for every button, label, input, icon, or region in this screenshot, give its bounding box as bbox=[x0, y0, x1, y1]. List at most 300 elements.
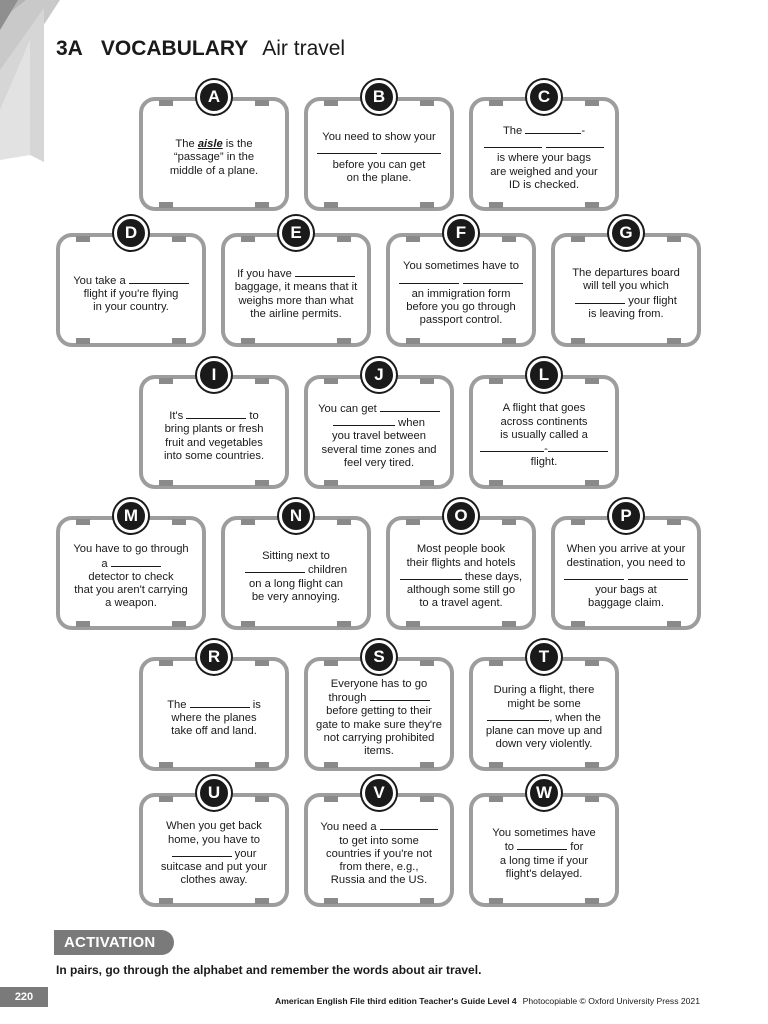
card-tab bbox=[255, 660, 269, 666]
card-letter-badge: T bbox=[527, 640, 561, 674]
sentence-line bbox=[561, 267, 691, 280]
card-sentence bbox=[561, 253, 691, 335]
footer-copyright: Photocopiable © Oxford University Press 2021 bbox=[522, 996, 700, 1006]
sentence-line bbox=[149, 165, 279, 178]
sentence-text: During a flight, there bbox=[493, 684, 595, 697]
sentence-line bbox=[479, 868, 609, 881]
sentence-line bbox=[231, 295, 361, 308]
sentence-line bbox=[396, 570, 526, 584]
sentence-line bbox=[66, 274, 196, 288]
card-tab bbox=[241, 519, 255, 525]
sentence-text: Most people book bbox=[416, 543, 506, 556]
answer-blank[interactable] bbox=[546, 138, 604, 148]
sentence-line bbox=[149, 151, 279, 164]
sentence-line bbox=[149, 712, 279, 725]
card-tab bbox=[172, 621, 186, 627]
sentence-line bbox=[314, 444, 444, 457]
card-tab bbox=[571, 338, 585, 344]
card-tab bbox=[76, 621, 90, 627]
sentence-text: The bbox=[502, 124, 526, 137]
card-tab bbox=[502, 236, 516, 242]
card-tab bbox=[324, 898, 338, 904]
sentence-line bbox=[561, 280, 691, 293]
sentence-text: Everyone has to go bbox=[330, 677, 428, 690]
answer-blank[interactable] bbox=[380, 402, 440, 412]
card-tab bbox=[324, 202, 338, 208]
sentence-text: to get into some bbox=[339, 834, 419, 847]
card-tab bbox=[667, 519, 681, 525]
answer-blank[interactable] bbox=[400, 570, 462, 580]
card-tab bbox=[255, 100, 269, 106]
sentence-line bbox=[479, 855, 609, 868]
sentence-text: is bbox=[249, 698, 261, 711]
answer-blank[interactable] bbox=[487, 711, 549, 721]
card-tab bbox=[585, 480, 599, 486]
card-letter-badge: J bbox=[362, 358, 396, 392]
sentence-line bbox=[479, 698, 609, 711]
sentence-text: is usually called a bbox=[500, 428, 588, 441]
card-tab bbox=[406, 338, 420, 344]
sentence-line bbox=[479, 840, 609, 854]
sentence-line bbox=[314, 732, 444, 745]
answer-blank[interactable] bbox=[628, 570, 688, 580]
answer-blank[interactable] bbox=[575, 294, 625, 304]
card-letter-badge: V bbox=[362, 776, 396, 810]
sentence-line bbox=[561, 584, 691, 597]
card-sentence bbox=[479, 117, 609, 199]
card-tab bbox=[255, 480, 269, 486]
sentence-text: an immigration form bbox=[411, 287, 511, 300]
page-title bbox=[56, 36, 345, 62]
sentence-text: When you arrive at your bbox=[566, 543, 686, 556]
sentence-text: a bbox=[101, 557, 111, 570]
card-tab bbox=[667, 338, 681, 344]
sentence-line bbox=[314, 402, 444, 416]
sentence-line bbox=[561, 570, 691, 584]
card-letter-badge: R bbox=[197, 640, 231, 674]
card-tab bbox=[585, 378, 599, 384]
sentence-line bbox=[66, 288, 196, 301]
sentence-line bbox=[149, 437, 279, 450]
card-letter-badge: P bbox=[609, 499, 643, 533]
card-sentence bbox=[314, 677, 444, 759]
card-tab bbox=[489, 378, 503, 384]
sentence-line bbox=[149, 725, 279, 738]
sentence-line bbox=[66, 543, 196, 556]
vocab-card-r bbox=[139, 647, 289, 771]
card-sentence bbox=[149, 813, 279, 895]
card-tab bbox=[489, 202, 503, 208]
sentence-text: are weighed and your bbox=[490, 165, 598, 178]
answer-blank[interactable] bbox=[245, 563, 305, 573]
vocab-card-v bbox=[304, 783, 454, 907]
sentence-line bbox=[396, 301, 526, 314]
sentence-line bbox=[396, 274, 526, 288]
sentence-text: Sitting next to bbox=[262, 550, 330, 563]
sentence-line bbox=[479, 684, 609, 697]
sentence-text: You take a bbox=[73, 274, 129, 287]
card-letter-badge: M bbox=[114, 499, 148, 533]
card-tab bbox=[76, 338, 90, 344]
sentence-text: suitcase and put your bbox=[160, 861, 268, 874]
card-tab bbox=[420, 480, 434, 486]
sentence-text: It's bbox=[169, 410, 187, 423]
sentence-text: When you get back bbox=[166, 820, 262, 833]
vocab-card-e bbox=[221, 223, 371, 347]
card-tab bbox=[571, 519, 585, 525]
vocab-card-o bbox=[386, 506, 536, 630]
sentence-text: is the bbox=[222, 138, 253, 151]
answer-blank[interactable] bbox=[186, 409, 246, 419]
sentence-line bbox=[479, 442, 609, 456]
card-letter-badge: N bbox=[279, 499, 313, 533]
sentence-text: You can get bbox=[318, 402, 380, 415]
sentence-line bbox=[561, 543, 691, 556]
vocab-card-t bbox=[469, 647, 619, 771]
vocab-card-m bbox=[56, 506, 206, 630]
sentence-line bbox=[231, 281, 361, 294]
sentence-line bbox=[231, 267, 361, 281]
card-tab bbox=[585, 796, 599, 802]
sentence-text: weighs more than what bbox=[238, 294, 354, 307]
sentence-line bbox=[231, 591, 361, 604]
sentence-line bbox=[479, 416, 609, 429]
sentence-line bbox=[479, 429, 609, 442]
vocab-card-u bbox=[139, 783, 289, 907]
sentence-line bbox=[561, 557, 691, 570]
sentence-text: although some still go bbox=[406, 584, 516, 597]
card-tab bbox=[337, 621, 351, 627]
sentence-line bbox=[396, 288, 526, 301]
card-tab bbox=[585, 660, 599, 666]
answer-blank[interactable] bbox=[480, 442, 544, 452]
sentence-text: that you aren't carrying bbox=[74, 584, 188, 597]
sentence-line bbox=[149, 820, 279, 833]
card-tab bbox=[337, 519, 351, 525]
sentence-line bbox=[479, 725, 609, 738]
sentence-text: items. bbox=[364, 744, 394, 757]
sentence-line bbox=[479, 711, 609, 725]
sentence-line bbox=[396, 557, 526, 570]
answer-blank[interactable] bbox=[517, 840, 567, 850]
sentence-text: take off and land. bbox=[171, 725, 257, 738]
sentence-text: The bbox=[175, 138, 198, 151]
sentence-line bbox=[314, 705, 444, 718]
card-tab bbox=[324, 100, 338, 106]
sentence-text: several time zones and bbox=[321, 443, 437, 456]
sentence-text: where the planes bbox=[171, 711, 257, 724]
sentence-text: You sometimes have to bbox=[403, 260, 519, 273]
answer-blank[interactable] bbox=[380, 820, 438, 830]
answer-blank[interactable] bbox=[381, 144, 441, 154]
sentence-text: - bbox=[581, 124, 586, 137]
card-sentence bbox=[231, 253, 361, 335]
card-tab bbox=[667, 236, 681, 242]
sentence-line bbox=[149, 423, 279, 436]
sentence-text: your bags at bbox=[595, 584, 657, 597]
sentence-text: , when the bbox=[549, 711, 601, 724]
card-letter-badge: L bbox=[527, 358, 561, 392]
card-tab bbox=[159, 660, 173, 666]
sentence-text: - bbox=[544, 443, 548, 456]
vocab-card-i bbox=[139, 365, 289, 489]
sentence-text: when bbox=[395, 417, 425, 430]
card-sentence bbox=[561, 536, 691, 618]
sentence-text: If you have bbox=[237, 268, 295, 281]
card-tab bbox=[571, 236, 585, 242]
card-tab bbox=[502, 621, 516, 627]
answer-blank[interactable] bbox=[484, 138, 542, 148]
card-sentence bbox=[396, 253, 526, 335]
card-tab bbox=[571, 621, 585, 627]
card-tab bbox=[420, 762, 434, 768]
sentence-text: Russia and the US. bbox=[330, 874, 428, 887]
sentence-line bbox=[479, 456, 609, 469]
sentence-text: be very annoying. bbox=[251, 590, 341, 603]
card-tab bbox=[241, 621, 255, 627]
sentence-line bbox=[231, 563, 361, 577]
sentence-text: The departures board bbox=[572, 267, 680, 280]
answer-blank[interactable] bbox=[564, 570, 624, 580]
sentence-line bbox=[314, 719, 444, 732]
sentence-text: from there, e.g., bbox=[339, 861, 419, 874]
activation-instruction: In pairs, go through the alphabet and remember the words about air travel. bbox=[56, 963, 482, 977]
corner-fan-decoration bbox=[0, 0, 70, 170]
card-sentence bbox=[149, 117, 279, 199]
sentence-text: You need to show your bbox=[322, 131, 436, 144]
card-tab bbox=[420, 660, 434, 666]
sentence-text: bring plants or fresh bbox=[164, 423, 264, 436]
sentence-line bbox=[479, 152, 609, 165]
sentence-text: You sometimes have bbox=[492, 827, 596, 840]
card-sentence bbox=[314, 395, 444, 477]
card-tab bbox=[489, 480, 503, 486]
card-tab bbox=[172, 519, 186, 525]
sentence-text: children bbox=[304, 564, 348, 577]
card-letter-badge: W bbox=[527, 776, 561, 810]
sentence-text: the airline permits. bbox=[250, 307, 342, 320]
card-tab bbox=[241, 236, 255, 242]
sentence-line bbox=[314, 416, 444, 430]
sentence-text: plane can move up and bbox=[485, 725, 603, 738]
sentence-text: down very violently. bbox=[495, 738, 593, 751]
sentence-line bbox=[561, 597, 691, 610]
sentence-text: before you go through bbox=[406, 301, 516, 314]
sentence-line bbox=[314, 131, 444, 144]
sentence-line bbox=[396, 260, 526, 273]
card-tab bbox=[324, 480, 338, 486]
card-tab bbox=[159, 796, 173, 802]
card-tab bbox=[406, 519, 420, 525]
sentence-line bbox=[149, 409, 279, 423]
card-tab bbox=[255, 202, 269, 208]
card-sentence bbox=[479, 813, 609, 895]
sentence-text: is leaving from. bbox=[588, 307, 664, 320]
card-tab bbox=[255, 378, 269, 384]
answer-blank[interactable] bbox=[525, 124, 581, 134]
card-letter-badge: O bbox=[444, 499, 478, 533]
sentence-line bbox=[314, 745, 444, 758]
sentence-text: destination, you need to bbox=[566, 556, 686, 569]
sentence-line bbox=[479, 166, 609, 179]
card-tab bbox=[420, 202, 434, 208]
card-letter-badge: A bbox=[197, 80, 231, 114]
vocab-card-f bbox=[386, 223, 536, 347]
answer-blank[interactable] bbox=[111, 557, 161, 567]
sentence-line bbox=[314, 172, 444, 185]
sentence-line bbox=[314, 861, 444, 874]
card-tab bbox=[172, 338, 186, 344]
sentence-line bbox=[314, 457, 444, 470]
sentence-text: on a long flight can bbox=[249, 577, 343, 590]
answer-blank[interactable] bbox=[172, 847, 232, 857]
card-tab bbox=[406, 621, 420, 627]
vocab-card-p bbox=[551, 506, 701, 630]
card-sentence bbox=[396, 536, 526, 618]
sentence-text: you travel between bbox=[332, 430, 426, 443]
sentence-line bbox=[66, 571, 196, 584]
card-letter-badge: C bbox=[527, 80, 561, 114]
sentence-text: fruit and vegetables bbox=[165, 436, 263, 449]
sentence-text: on the plane. bbox=[346, 171, 412, 184]
sentence-text: You need a bbox=[320, 821, 380, 834]
answer-blank[interactable] bbox=[190, 698, 250, 708]
sentence-text: not carrying prohibited bbox=[323, 731, 435, 744]
card-tab bbox=[172, 236, 186, 242]
sentence-text: The bbox=[167, 698, 190, 711]
sentence-line bbox=[66, 597, 196, 610]
vocab-card-b bbox=[304, 87, 454, 211]
card-tab bbox=[159, 202, 173, 208]
vocab-card-l bbox=[469, 365, 619, 489]
sentence-text: passport control. bbox=[419, 314, 503, 327]
card-tab bbox=[420, 796, 434, 802]
answer-blank[interactable] bbox=[317, 144, 377, 154]
card-letter-badge: D bbox=[114, 216, 148, 250]
card-sentence bbox=[314, 117, 444, 199]
sentence-text: to a travel agent. bbox=[419, 597, 503, 610]
card-tab bbox=[420, 100, 434, 106]
sentence-text: flight. bbox=[530, 456, 558, 469]
sentence-text: flight's delayed. bbox=[505, 867, 583, 880]
sentence-line bbox=[314, 144, 444, 158]
sentence-line bbox=[231, 550, 361, 563]
sentence-text: into some countries. bbox=[163, 449, 265, 462]
sentence-line bbox=[149, 138, 279, 151]
card-tab bbox=[420, 898, 434, 904]
answer-blank[interactable] bbox=[129, 274, 189, 284]
sentence-line bbox=[561, 294, 691, 308]
sentence-text: for bbox=[567, 841, 584, 854]
vocab-card-j bbox=[304, 365, 454, 489]
vocab-card-a bbox=[139, 87, 289, 211]
answer-blank[interactable] bbox=[295, 267, 355, 277]
card-tab bbox=[324, 660, 338, 666]
card-tab bbox=[667, 621, 681, 627]
sentence-text: middle of a plane. bbox=[169, 164, 259, 177]
card-tab bbox=[585, 100, 599, 106]
sentence-text: these days, bbox=[461, 570, 523, 583]
vocab-card-s bbox=[304, 647, 454, 771]
sentence-text: detector to check bbox=[88, 570, 174, 583]
sentence-line bbox=[396, 543, 526, 556]
card-tab bbox=[324, 796, 338, 802]
sentence-text: your bbox=[231, 847, 257, 860]
sentence-text: You have to go through bbox=[73, 543, 189, 556]
card-tab bbox=[502, 338, 516, 344]
footer-book-title: American English File third edition Teacher's Guide Level 4 bbox=[275, 996, 517, 1006]
sentence-line bbox=[231, 578, 361, 591]
sentence-text: baggage, it means that it bbox=[234, 281, 358, 294]
sentence-text: A flight that goes bbox=[502, 402, 586, 415]
answer-blank[interactable] bbox=[399, 274, 459, 284]
vocab-card-c bbox=[469, 87, 619, 211]
vocab-card-d bbox=[56, 223, 206, 347]
sentence-text: countries if you're not bbox=[326, 847, 432, 860]
sentence-text: clothes away. bbox=[180, 874, 248, 887]
card-tab bbox=[159, 378, 173, 384]
sentence-text: before getting to their bbox=[326, 705, 432, 718]
section-type: VOCABULARY bbox=[100, 37, 249, 60]
card-letter-badge: E bbox=[279, 216, 313, 250]
sentence-line bbox=[66, 584, 196, 597]
sentence-text: your flight bbox=[625, 294, 677, 307]
answer-blank[interactable] bbox=[333, 416, 395, 426]
card-sentence bbox=[149, 395, 279, 477]
card-tab bbox=[420, 378, 434, 384]
sentence-text: to bbox=[504, 841, 518, 854]
card-tab bbox=[159, 100, 173, 106]
sentence-text: baggage claim. bbox=[588, 597, 664, 610]
sentence-text: flight if you're flying bbox=[83, 287, 179, 300]
sentence-line bbox=[149, 861, 279, 874]
card-tab bbox=[255, 898, 269, 904]
card-tab bbox=[337, 236, 351, 242]
card-tab bbox=[159, 898, 173, 904]
sentence-line bbox=[66, 301, 196, 314]
sentence-text: is where your bags bbox=[497, 152, 591, 165]
sentence-line bbox=[149, 698, 279, 712]
sentence-line bbox=[314, 874, 444, 887]
sentence-text: will tell you which bbox=[583, 280, 669, 293]
sentence-line bbox=[314, 820, 444, 834]
sentence-line bbox=[314, 835, 444, 848]
card-sentence bbox=[66, 253, 196, 335]
card-tab bbox=[489, 796, 503, 802]
sentence-text: their flights and hotels bbox=[406, 556, 516, 569]
sentence-text: through bbox=[328, 692, 370, 705]
card-letter-badge: I bbox=[197, 358, 231, 392]
sentence-line bbox=[396, 597, 526, 610]
sentence-line bbox=[149, 834, 279, 847]
card-tab bbox=[255, 796, 269, 802]
card-tab bbox=[489, 898, 503, 904]
sentence-line bbox=[231, 308, 361, 321]
card-tab bbox=[255, 762, 269, 768]
answer-blank[interactable] bbox=[548, 442, 608, 452]
answer-blank[interactable] bbox=[463, 274, 523, 284]
section-number: 3A bbox=[56, 37, 83, 60]
sentence-line bbox=[479, 138, 609, 152]
card-tab bbox=[489, 762, 503, 768]
sentence-line bbox=[479, 402, 609, 415]
sentence-text: across continents bbox=[500, 415, 588, 428]
card-letter-badge: G bbox=[609, 216, 643, 250]
answer-blank[interactable] bbox=[370, 691, 430, 701]
sentence-line bbox=[149, 847, 279, 861]
card-tab bbox=[406, 236, 420, 242]
card-tab bbox=[324, 378, 338, 384]
